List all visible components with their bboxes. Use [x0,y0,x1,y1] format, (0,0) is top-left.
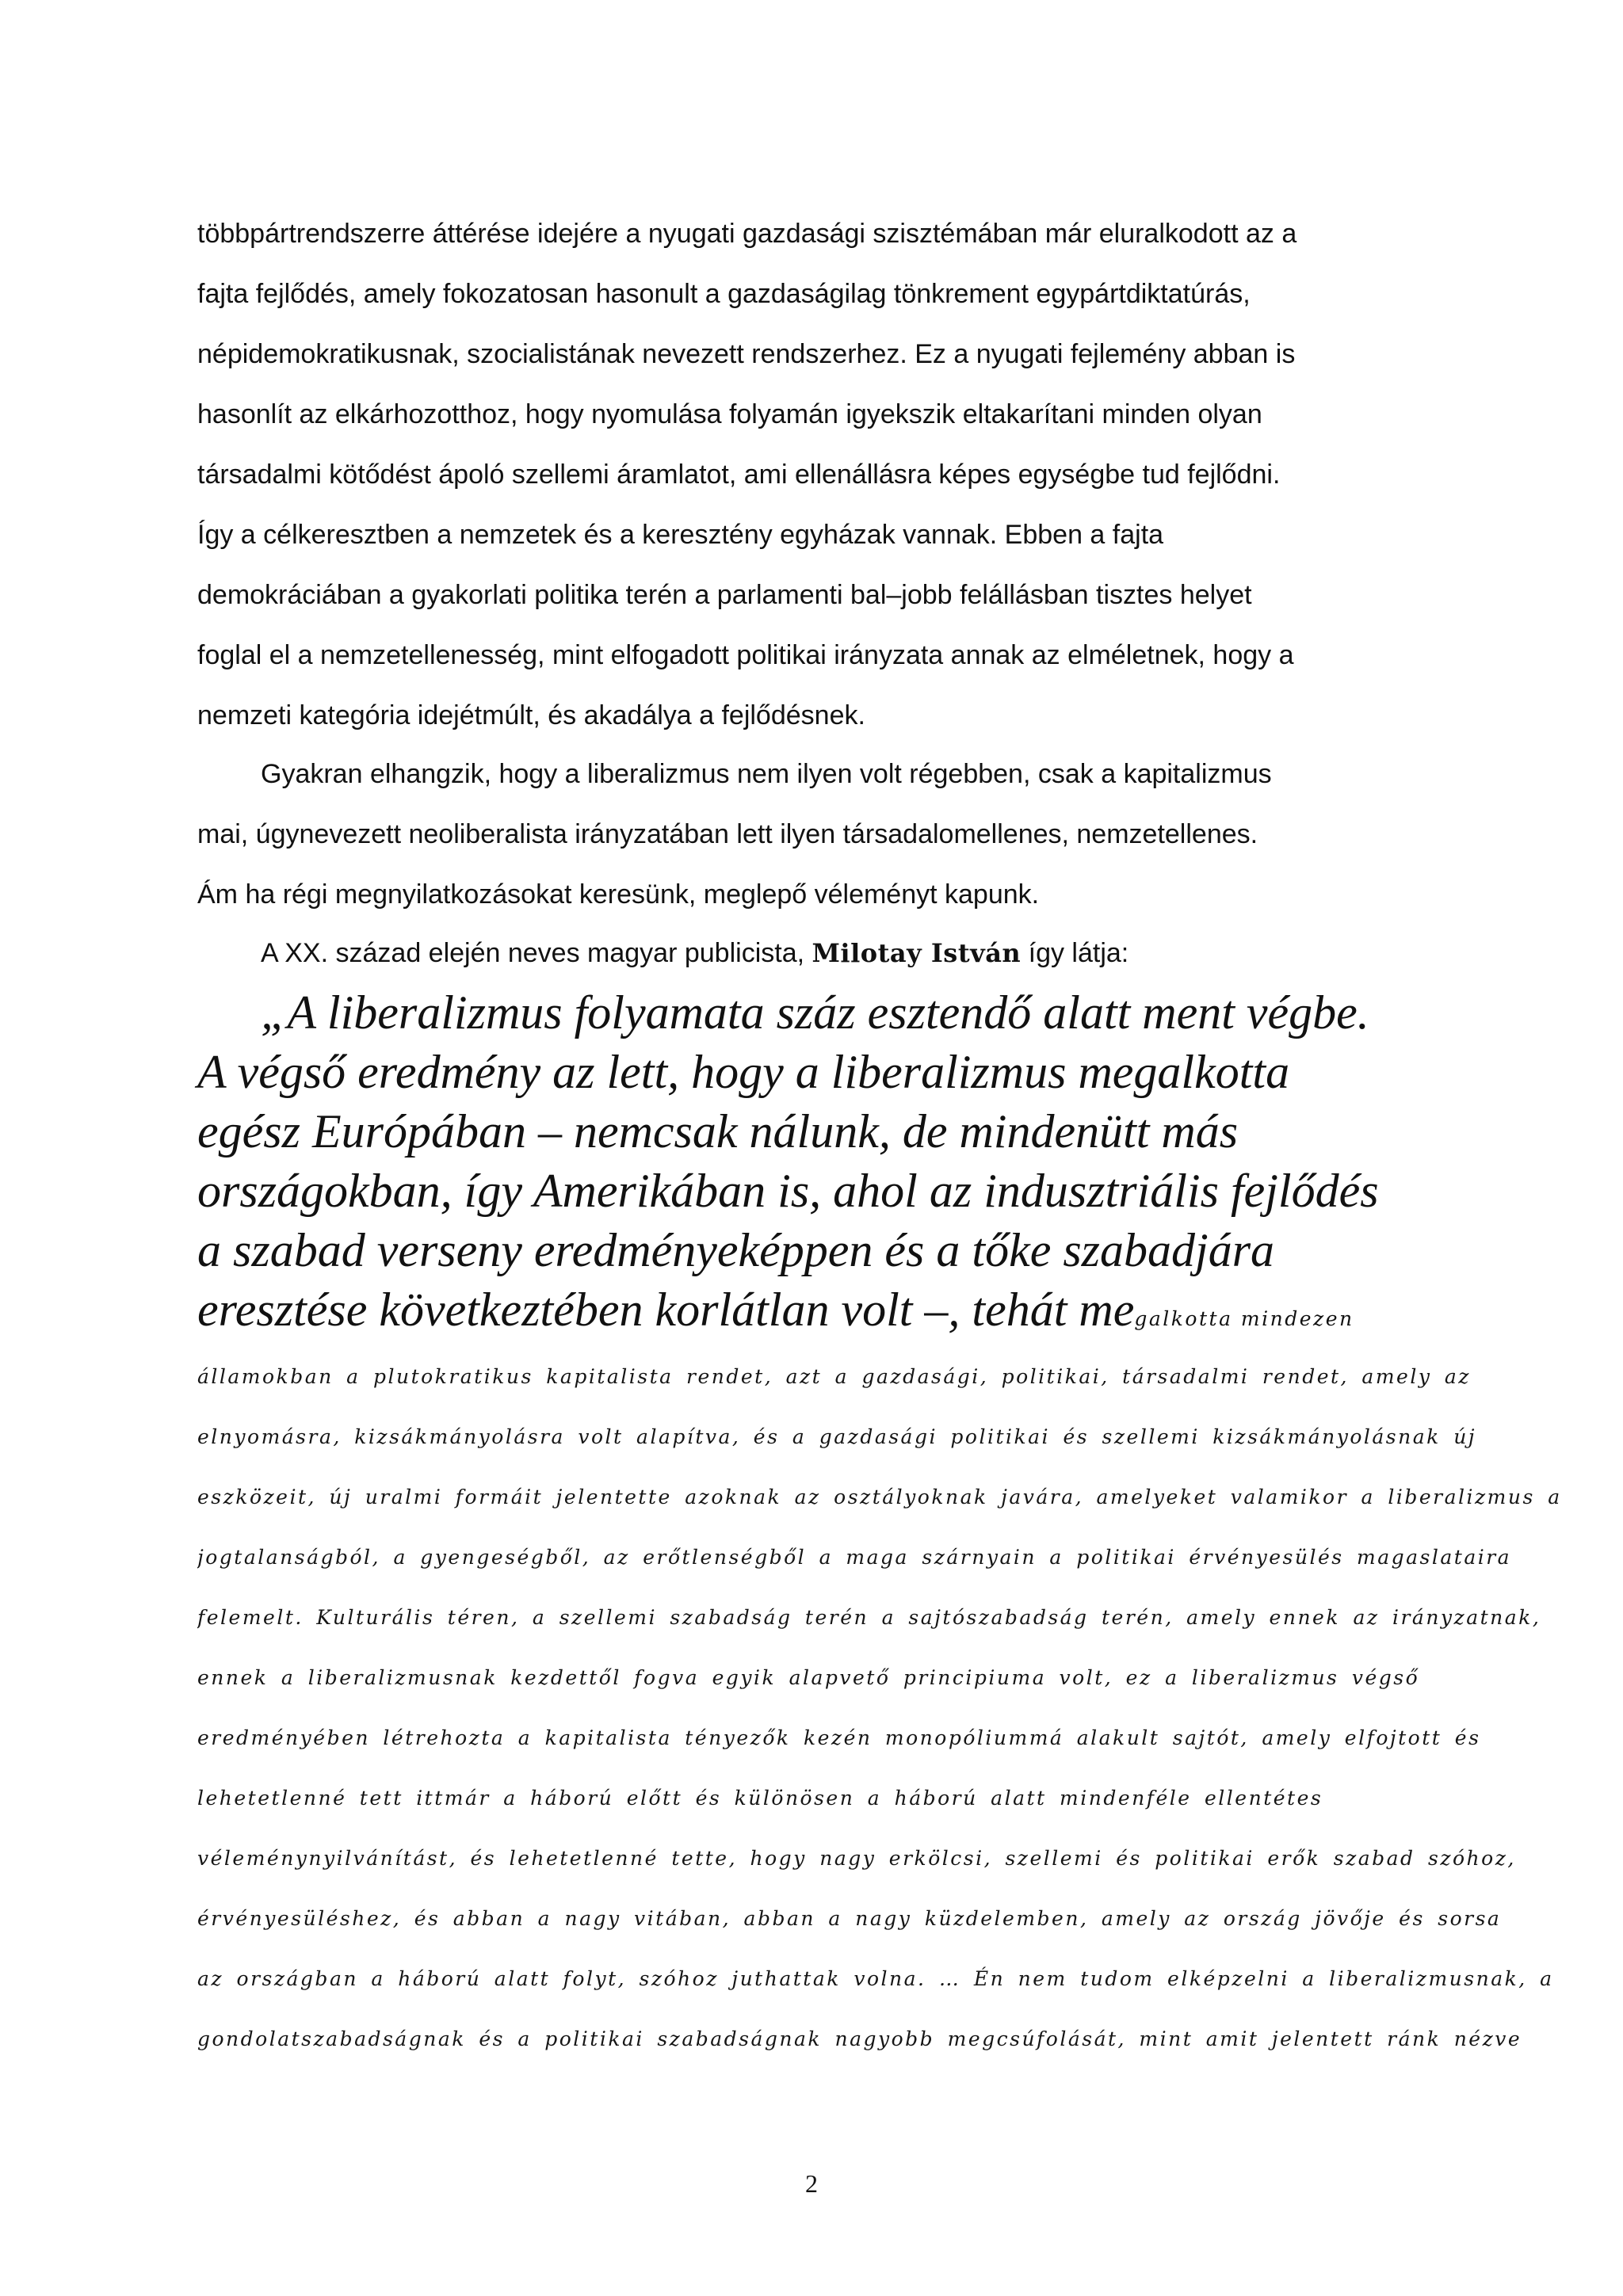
text-line: társadalmi kötődést ápoló szellemi áramlatot, ami ellenállásra képes egységbe tud fejlődni. [197,460,1281,490]
text-line: Így a célkeresztben a nemzetek és a keresztény egyházak vannak. Ebben a fajta [197,520,1164,550]
script-line: az országban a háború alatt folyt, szóhoz juthattak volna. … Én nem tudom elképzelni a liberalizmusnak, a [197,1967,1554,1990]
script-line: eszközeit, új uralmi formáit jelentette azoknak az osztályoknak javára, amelyeket valamikor a liberalizmus a [197,1486,1562,1508]
text-line: hasonlít az elkárhozotthoz, hogy nyomulása folyamán igyekszik eltakarítani minden olyan [197,399,1262,429]
quote-fragment: eresztése következtében korlátlan volt –, tehát me [197,1283,1135,1336]
quote-line: a szabad verseny eredményeképpen és a tőke szabadjára [197,1224,1275,1276]
text-line: többpártrendszerre áttérése idejére a nyugati gazdasági szisztémában már eluralkodott az a [197,219,1297,249]
text-line: demokráciában a gyakorlati politika terén a parlamenti bal–jobb felállásban tisztes helyet [197,580,1252,610]
block-quote-script [197,0,1608,2296]
quote-line: A végső eredmény az lett, hogy a liberalizmus megalkotta [197,1046,1290,1098]
text-line: foglal el a nemzetellenesség, mint elfogadott politikai irányzata annak az elméletnek, hogy a [197,640,1294,670]
text-line: mai, úgynevezett neoliberalista irányzatában lett ilyen társadalomellenes, nemzetellenes. [197,819,1258,849]
text-line: Gyakran elhangzik, hogy a liberalizmus nem ilyen volt régebben, csak a kapitalizmus [261,759,1272,789]
script-line: lehetetlenné tett ittmár a háború előtt és különösen a háború alatt mindenféle ellentétes [197,1787,1323,1810]
script-line: államokban a plutokratikus kapitalista rendet, azt a gazdasági, politikai, társadalmi rendet, amely az [197,1365,1471,1388]
script-line: érvényesüléshez, és abban a nagy vitában, abban a nagy küzdelemben, amely az ország jövője és sorsa [197,1907,1502,1930]
page-number: 2 [805,2169,818,2198]
text-line: nemzeti kategória idejétmúlt, és akadálya a fejlődésnek. [197,700,865,730]
text-line: Ám ha régi megnyilatkozásokat keresünk, meglepő véleményt kapunk. [197,879,1040,910]
text-line: népidemokratikusnak, szocialistának nevezett rendszerhez. Ez a nyugati fejlemény abban is [197,339,1296,369]
quote-line: országokban, így Amerikában is, ahol az indusztriális fejlődés [197,1165,1379,1217]
script-line: gondolatszabadságnak és a politikai szabadságnak nagyobb megcsúfolását, mint amit jelentett ránk nézve [197,2027,1522,2050]
script-line: felemelt. Kulturális téren, a szellemi szabadság terén a sajtószabadság terén, amely ennek az irányzatnak, [197,1606,1541,1629]
author-name: Milotay István [812,938,1022,968]
script-line: véleménynyilvánítást, és lehetetlenné tette, hogy nagy erkölcsi, szellemi és politikai erők szabad szóhoz, [197,1847,1516,1870]
quote-script-fragment: galkotta mindezen [1134,1307,1354,1330]
script-line: elnyomásra, kizsákmányolásra volt alapítva, és a gazdasági politikai és szellemi kizsákmányolásnak új [197,1425,1477,1448]
script-line: ennek a liberalizmusnak kezdettől fogva egyik alapvető principiuma volt, ez a liberalizmus végső [197,1666,1420,1689]
script-line: jogtalanságból, a gyengeségből, az erőtlenségből a maga szárnyain a politikai érvényesülés magaslataira [197,1546,1512,1569]
intro-text: A XX. század elején neves magyar publicista, [261,938,812,968]
text-line: fajta fejlődés, amely fokozatosan hasonult a gazdaságilag tönkrement egypártdiktatúrás, [197,279,1251,309]
quote-line: „A liberalizmus folyamata száz esztendő alatt ment végbe. [261,986,1369,1039]
intro-text-end: így látja: [1021,938,1129,968]
script-line: eredményében létrehozta a kapitalista tényezők kezén monopóliummá alakult sajtót, amely elfojtott és [197,1726,1481,1749]
quote-line: egész Európában – nemcsak nálunk, de mindenütt más [197,1105,1239,1158]
